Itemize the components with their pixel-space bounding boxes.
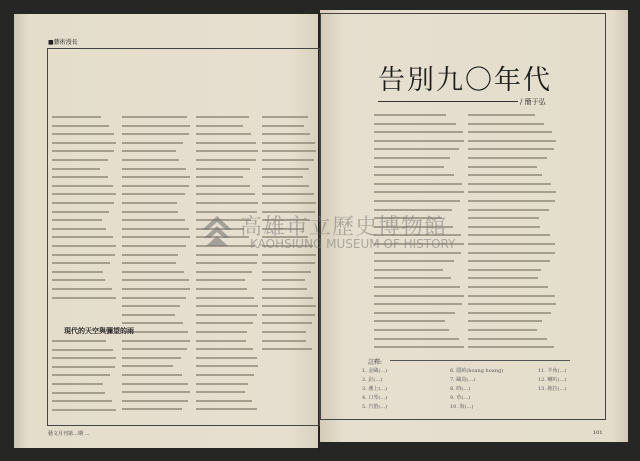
text-line	[468, 329, 537, 331]
text-line	[196, 262, 257, 264]
text-line	[374, 114, 446, 116]
text-line	[52, 366, 115, 368]
text-line	[122, 159, 179, 161]
text-line	[122, 374, 182, 376]
text-line	[52, 297, 116, 299]
text-line	[374, 140, 464, 142]
text-line	[468, 131, 552, 133]
text-line	[196, 159, 256, 161]
text-line	[468, 209, 549, 211]
text-line	[374, 269, 443, 271]
text-line	[196, 142, 256, 144]
note-item: 4. 口琴(…)	[362, 395, 388, 401]
text-line	[468, 200, 555, 202]
text-line	[468, 226, 540, 228]
text-line	[262, 125, 304, 127]
note-item: 11. 羊角(…)	[538, 368, 567, 374]
text-line	[122, 176, 190, 178]
text-line	[196, 193, 255, 195]
note-item: 1. 金鷗(…)	[362, 368, 388, 374]
text-line	[262, 297, 313, 299]
text-line	[468, 320, 542, 322]
text-line	[52, 125, 109, 127]
note-item: 13. 拖拉(…)	[538, 386, 567, 392]
museum-logo-icon	[200, 214, 234, 248]
text-line	[262, 159, 314, 161]
text-line	[468, 191, 556, 193]
text-line	[374, 338, 459, 340]
text-line	[374, 277, 451, 279]
text-line	[196, 133, 251, 135]
text-line	[374, 157, 450, 159]
text-line	[52, 271, 103, 273]
text-line	[52, 176, 108, 178]
text-line	[262, 314, 315, 316]
subheading: 現代的天空與彌望的雨	[64, 326, 134, 335]
text-line	[122, 228, 189, 230]
text-line	[374, 303, 462, 305]
text-line	[468, 140, 556, 142]
author: / 簡于弘	[520, 98, 546, 106]
text-line	[374, 346, 464, 348]
text-line	[262, 202, 316, 204]
text-line	[52, 245, 116, 247]
text-line	[52, 159, 108, 161]
text-line	[52, 279, 105, 281]
title-rule	[378, 101, 518, 102]
text-line	[196, 125, 243, 127]
text-line	[122, 193, 185, 195]
text-line	[196, 271, 252, 273]
note-item: 2. 釘(…)	[362, 377, 383, 383]
text-line	[52, 211, 109, 213]
text-line	[52, 133, 114, 135]
text-line	[374, 252, 461, 254]
article-title: 告別九〇年代	[378, 65, 552, 96]
text-line	[122, 254, 178, 256]
text-line	[196, 391, 245, 393]
text-line	[468, 148, 554, 150]
text-line	[196, 322, 253, 324]
text-line	[468, 243, 555, 245]
text-line	[262, 305, 316, 307]
text-line	[52, 116, 101, 118]
text-line	[52, 392, 105, 394]
text-line	[468, 157, 547, 159]
text-line	[374, 200, 460, 202]
text-line	[122, 133, 189, 135]
text-line	[262, 185, 309, 187]
text-line	[122, 142, 183, 144]
text-line	[468, 338, 547, 340]
text-line	[122, 262, 176, 264]
text-line	[196, 176, 243, 178]
text-line	[262, 331, 306, 333]
text-line	[196, 340, 246, 342]
text-line	[374, 260, 454, 262]
text-line	[52, 340, 106, 342]
text-line	[52, 202, 114, 204]
text-line	[468, 260, 550, 262]
text-line	[122, 357, 181, 359]
section-header: ■藝術漫長	[48, 39, 78, 46]
note-item: 3. 潮上(…)	[362, 386, 388, 392]
text-line	[196, 202, 258, 204]
text-line	[122, 365, 173, 367]
text-line	[196, 365, 258, 367]
text-line	[196, 288, 247, 290]
notes-label: 註釋:	[368, 359, 383, 366]
text-line	[122, 211, 178, 213]
text-line	[122, 340, 190, 342]
text-line	[196, 383, 248, 385]
text-line	[52, 254, 115, 256]
text-line	[52, 262, 110, 264]
text-line	[468, 123, 544, 125]
note-item: 5. 汽笛(…)	[362, 404, 388, 410]
text-line	[196, 116, 249, 118]
text-line	[374, 295, 464, 297]
text-line	[262, 193, 314, 195]
text-line	[122, 322, 183, 324]
text-line	[374, 123, 456, 125]
text-line	[52, 383, 103, 385]
text-line	[468, 286, 548, 288]
text-line	[122, 116, 187, 118]
text-line	[468, 346, 554, 348]
text-line	[122, 408, 182, 410]
text-line	[122, 383, 188, 385]
note-item: 8. 時(…)	[450, 386, 471, 392]
text-line	[262, 133, 310, 135]
text-line	[262, 168, 309, 170]
text-line	[196, 357, 257, 359]
note-item: 12. 喇叭(…)	[538, 377, 567, 383]
text-line	[374, 174, 454, 176]
note-item: 7. 鷗鳥(…)	[450, 377, 476, 383]
text-line	[374, 191, 464, 193]
text-line	[52, 409, 116, 411]
text-line	[196, 331, 247, 333]
text-line	[468, 303, 556, 305]
text-line	[122, 297, 186, 299]
text-line	[374, 312, 455, 314]
text-line	[122, 202, 177, 204]
text-line	[196, 400, 252, 402]
text-line	[122, 288, 190, 290]
text-line	[374, 131, 463, 133]
text-line	[262, 150, 316, 152]
note-item: 10. 海(…)	[450, 404, 474, 410]
text-line	[468, 183, 551, 185]
text-line	[262, 271, 311, 273]
text-line	[122, 168, 186, 170]
text-line	[196, 348, 253, 350]
text-line	[52, 400, 112, 402]
text-line	[468, 166, 537, 168]
text-line	[122, 185, 189, 187]
text-line	[52, 193, 116, 195]
text-line	[262, 348, 312, 350]
text-line	[262, 142, 315, 144]
text-line	[374, 166, 444, 168]
text-line	[196, 297, 254, 299]
text-line	[122, 348, 187, 350]
text-line	[468, 174, 542, 176]
page-number: 101	[593, 430, 603, 436]
text-line	[196, 408, 257, 410]
text-line	[122, 391, 190, 393]
text-line	[122, 150, 176, 152]
text-line	[122, 125, 190, 127]
text-line	[196, 374, 254, 376]
text-line	[52, 374, 110, 376]
text-line	[262, 340, 306, 342]
text-line	[374, 183, 462, 185]
text-line	[52, 349, 113, 351]
text-line	[122, 219, 185, 221]
note-item: 6. 隱約(hoang hoang)	[450, 368, 504, 374]
text-line	[468, 277, 538, 279]
text-line	[262, 322, 312, 324]
text-line	[122, 279, 189, 281]
text-line	[374, 148, 459, 150]
text-line	[262, 288, 307, 290]
text-line	[196, 254, 258, 256]
text-line	[468, 312, 551, 314]
text-line	[374, 286, 460, 288]
notes-rule	[390, 360, 570, 361]
text-line	[262, 254, 316, 256]
text-line	[262, 116, 308, 118]
text-line	[52, 236, 113, 238]
text-line	[196, 279, 245, 281]
text-line	[196, 314, 257, 316]
text-line	[196, 150, 258, 152]
text-line	[196, 168, 250, 170]
text-line	[262, 262, 315, 264]
text-line	[262, 279, 305, 281]
text-line	[52, 357, 116, 359]
text-line	[122, 271, 184, 273]
text-line	[122, 245, 186, 247]
text-line	[196, 185, 250, 187]
note-item: 9. 草(…)	[450, 395, 471, 401]
text-line	[374, 320, 445, 322]
text-line	[468, 269, 541, 271]
text-line	[52, 168, 100, 170]
text-line	[374, 329, 449, 331]
text-line	[122, 314, 175, 316]
text-line	[196, 305, 258, 307]
text-line	[262, 176, 303, 178]
text-line	[468, 114, 535, 116]
text-line	[52, 288, 112, 290]
text-line	[122, 236, 190, 238]
text-line	[52, 228, 106, 230]
text-line	[52, 219, 102, 221]
text-line	[52, 142, 116, 144]
text-line	[468, 234, 550, 236]
text-line	[122, 400, 188, 402]
text-line	[52, 150, 114, 152]
text-line	[468, 252, 555, 254]
text-line	[122, 305, 180, 307]
text-line	[468, 295, 555, 297]
watermark-en: KAOHSIUNG MUSEUM OF HISTORY	[250, 237, 456, 251]
footer-publication: 藝文月刊第…期 …	[48, 431, 90, 437]
text-line	[52, 185, 113, 187]
text-line	[468, 217, 539, 219]
watermark-zh: 高雄市立歷史博物館	[240, 215, 448, 240]
